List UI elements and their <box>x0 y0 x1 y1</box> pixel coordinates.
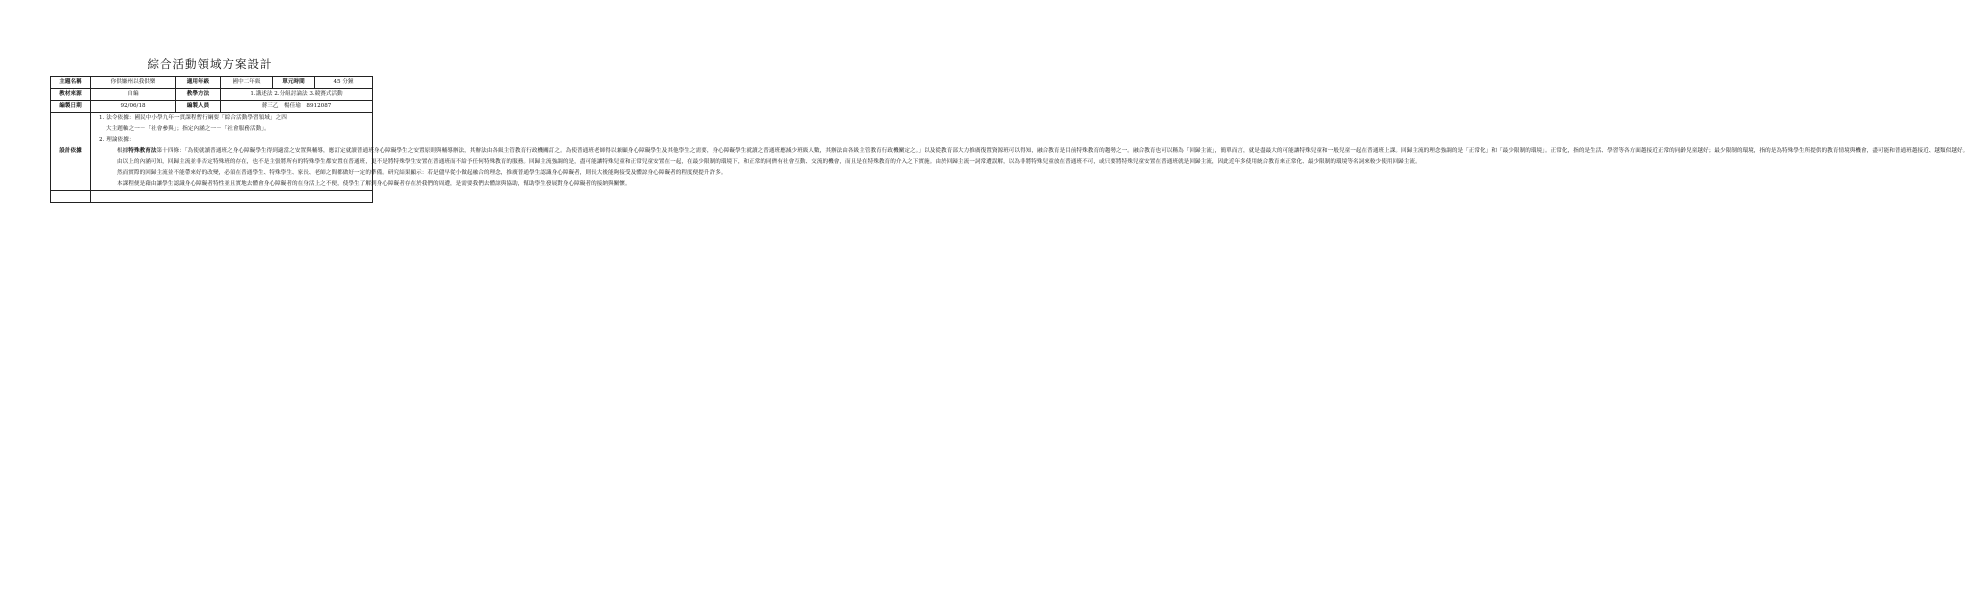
date-value: 92/06/18 <box>91 101 176 113</box>
source-label: 教材來源 <box>51 89 91 101</box>
legal-basis-line2: 大主題軸之一－「社會參與」；指定內涵之一－「社會服務活動」。 <box>106 126 270 132</box>
method-value: 1.講述法 2.分組討論法 3.競賽式活動 <box>221 89 373 101</box>
legal-basis-line1: 1. 法令依據：國民中小學九年一貫課程暫行綱要「綜合活動學習領域」之四 <box>99 115 287 121</box>
empty-cell <box>51 191 91 203</box>
theme-value: 你供嫌州以我供樂 <box>91 77 176 89</box>
paragraph-1-text: 第十四條：「為使就讀普通班之身心障礙學生得到適當之安置與輔導，應訂定就讀普通班身心障礙學生之安置原則與輔導辦法，其辦法由各級主管教育行政機關訂之。為使普通班老師得以兼顧身心障礙學生及其他學生之需要，身心障礙學生就讀之普通班應減少班級人數，其辦法由各級主管教育行政機關定之。」以及從教育部大力推廣復置資源班可以得知，融合教育是目前特殊教育的趨勢之一。融合教育也可以稱為「回歸主流」，簡單而言，就是盡最大的可能讓特殊兒童和一般兒童一起在普通班上課。回歸主流的理念強調的是「正常化」和「最少限制的環境」。正常化，指的是生活、學習等各方面越接近正常的同齡兒童越好；最少限制的環境，指的是為特殊學生所提供的教育情境與機會，盡可能和普通班越接近、越類似越好。 <box>156 148 1968 154</box>
author-value: 蔣三乙 楊佳瑜 8912087 <box>221 101 373 113</box>
design-basis-content <box>91 113 1968 191</box>
paragraph-1 <box>93 146 1968 157</box>
design-basis-label: 設計依據 <box>51 113 91 191</box>
empty-cell <box>91 191 373 203</box>
duration-value: 45 分鐘 <box>315 77 373 89</box>
table-row <box>51 101 373 113</box>
grade-label: 適用年級 <box>176 77 221 89</box>
source-value: 自編 <box>91 89 176 101</box>
table-row <box>51 77 373 89</box>
theory-basis-heading: 2. 理論依據： <box>99 137 135 143</box>
lesson-plan-table <box>50 76 1968 203</box>
table-row <box>51 191 373 203</box>
author-label: 編製人員 <box>176 101 221 113</box>
paragraph-4: 本課程便是藉由讓學生認識身心障礙者特性並且實地去體會身心障礙者的在身活上之不便，使學生了解到身心障礙者存在於我們的周遭，是需要我們去體諒與協助，幫助學生發展對身心障礙者的接納與關懷。 <box>117 181 631 187</box>
page-title: 綜合活動領域方案設計 <box>147 57 273 71</box>
table-row <box>51 113 373 191</box>
duration-label: 單元時間 <box>273 77 315 89</box>
date-label: 編製日期 <box>51 101 91 113</box>
method-label: 教學方法 <box>176 89 221 101</box>
grade-value: 國中二年級 <box>221 77 273 89</box>
paragraph-1-lead: 根據 <box>117 148 129 154</box>
table-row <box>51 89 373 101</box>
paragraph-3: 然而實際的回歸主流並不能帶來好的改變，必須在普通學生、特殊學生、家長、老師之間都做好一定的準備。研究結果顯示：若是儘早從小做起融合的理念，推廣普通學生認識身心障礙者，則長大後能夠接受及體諒身心障礙者的程度便提升許多。 <box>117 170 727 176</box>
theme-label: 主題名稱 <box>51 77 91 89</box>
paragraph-2: 由以上的內涵可知，回歸主流並非否定特殊班的存在，也不是主張將所有的特殊學生都安置在普通班，更不是將特殊學生安置在普通班而不給予任何特殊教育的服務。回歸主流強調的是，盡可能讓特殊兒童和正常兒童安置在一起，在最少限制的環境下，和正常的同儕有社會互動、交流的機會，而且是在特殊教育的介入之下實施。由於回歸主流一詞常遭誤解，以為非將特殊兒童放在普通班不可，或只要將特殊兒童安置在普通班就是回歸主流，因此近年多使用統合教育來正常化、最少限制的環境等名詞來較少使用回歸主流。 <box>117 159 1421 165</box>
special-education-law-term: 特殊教育法 <box>128 148 157 154</box>
